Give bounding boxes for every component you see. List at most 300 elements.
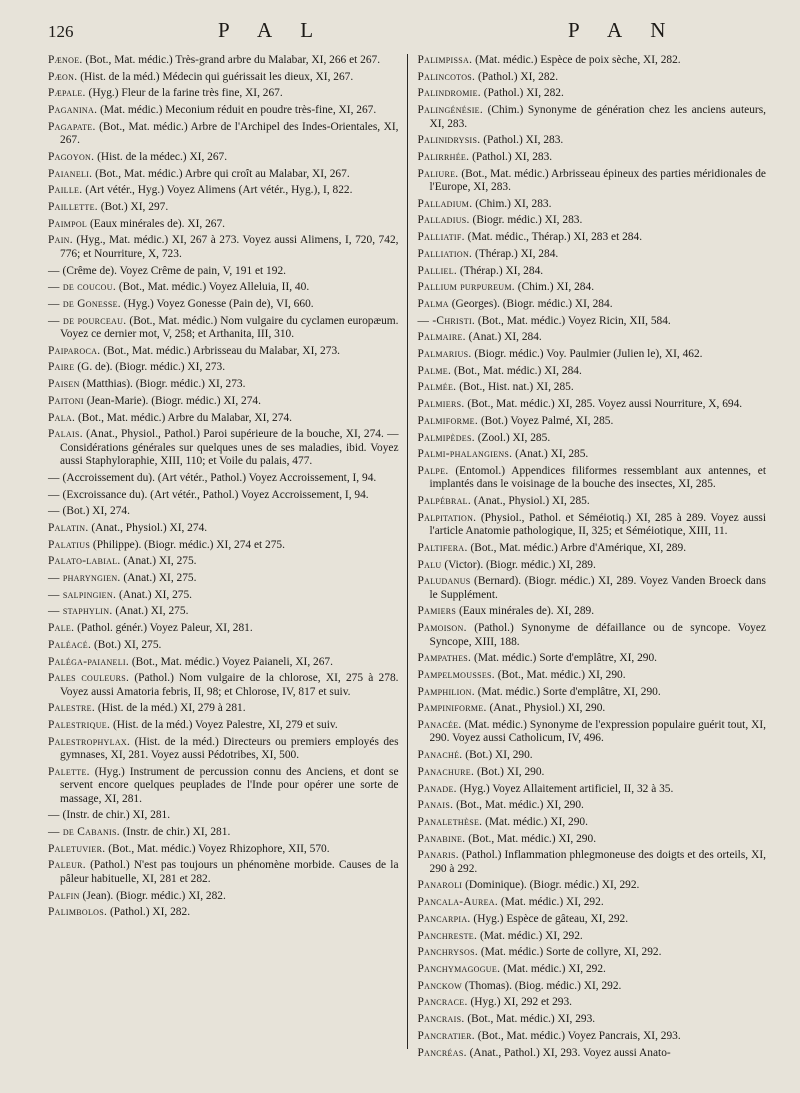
entry-text: (Anat., Physiol.) XI, 274. bbox=[88, 521, 208, 534]
dictionary-entry bbox=[418, 980, 767, 993]
dictionary-entry bbox=[48, 555, 399, 568]
entry-headword: Palestrophylax. bbox=[48, 735, 131, 748]
entry-headword: — bbox=[48, 471, 60, 484]
running-head-left: P A L bbox=[218, 18, 326, 42]
entry-text: (Bot.) XI, 274. bbox=[59, 505, 130, 518]
dictionary-entry bbox=[48, 589, 399, 602]
entry-headword: Palinidrysis. bbox=[417, 134, 481, 147]
entry-headword: Palirrhée. bbox=[417, 150, 470, 163]
entry-headword: Palestrique. bbox=[48, 719, 111, 732]
dictionary-entry bbox=[418, 281, 767, 294]
entry-headword: Palmée. bbox=[417, 381, 457, 394]
entry-text: (Bot., Mat. médic.) Arbrisseau épineux des parties méridionales de l'Europe, XI, 283. bbox=[429, 167, 766, 194]
entry-text: (Georges). (Biogr. médic.) XI, 284. bbox=[448, 297, 613, 310]
entry-text: (Bot., Mat. médic.) XI, 290. bbox=[465, 832, 597, 845]
dictionary-entry bbox=[418, 766, 767, 779]
entry-headword: Pancala-Aurea. bbox=[417, 896, 499, 909]
dictionary-entry bbox=[418, 686, 767, 699]
entry-text: (Accroissement du). (Art vétér., Pathol.) Voyez Accroissement, I, 94. bbox=[59, 471, 377, 484]
entry-headword: — -Christi. bbox=[417, 314, 476, 327]
entry-text: (Bot., Mat. médic.) Arbre de l'Archipel des Indes-Orientales, XI, 267. bbox=[60, 120, 399, 147]
dictionary-entry bbox=[418, 1047, 767, 1060]
dictionary-entry bbox=[418, 432, 767, 445]
entry-text: (Hist. de la méd.) Médecin qui guérissait les dieux, XI, 267. bbox=[77, 70, 354, 83]
entry-text: (Bot., Mat. médic.) Arbre d'Amérique, XI, 289. bbox=[467, 541, 687, 554]
entry-headword: Paille. bbox=[48, 184, 83, 197]
dictionary-entry bbox=[418, 465, 767, 492]
entry-text: (Bot., Mat. médic.) Voyez Rhizophore, XII, 570. bbox=[105, 842, 330, 855]
entry-headword: Palliation. bbox=[417, 247, 473, 260]
entry-headword: Paitoni bbox=[48, 394, 84, 407]
entry-headword: Panachure. bbox=[417, 765, 475, 778]
column-divider bbox=[407, 54, 408, 1049]
running-head-right: P A N bbox=[568, 18, 678, 42]
dictionary-entry bbox=[418, 365, 767, 378]
dictionary-entry bbox=[48, 361, 399, 374]
entry-headword: Palfin bbox=[48, 889, 80, 902]
entry-text: (Pathol.) XI, 282. bbox=[480, 87, 564, 100]
entry-headword: Paludanus bbox=[417, 575, 471, 588]
entry-headword: Palpébral. bbox=[417, 495, 472, 508]
entry-headword: Pancarpia. bbox=[417, 912, 471, 925]
entry-headword: Palmaire. bbox=[417, 331, 466, 344]
entry-headword: Pæon. bbox=[48, 70, 78, 83]
entry-headword: Pamiers bbox=[417, 605, 457, 618]
dictionary-entry bbox=[48, 281, 399, 294]
entry-text: (Hyg.) Voyez Gonesse (Pain de), VI, 660. bbox=[120, 297, 314, 310]
entry-text: (Bot., Mat. médic.) XI, 290. bbox=[494, 668, 626, 681]
entry-headword: Panaris. bbox=[417, 849, 459, 862]
entry-headword: Palmi-phalangiens. bbox=[417, 448, 513, 461]
entry-text: (Excroissance du). (Art vétér., Pathol.) Voyez Accroissement, I, 94. bbox=[59, 488, 369, 501]
entry-text: (Bot., Mat. médic.) Voyez Ricin, XII, 584. bbox=[475, 314, 671, 327]
entry-headword: Pæpale. bbox=[48, 87, 86, 100]
dictionary-entry bbox=[418, 783, 767, 796]
entry-text: (Hist. de la méd.) Voyez Palestre, XI, 279 et suiv. bbox=[110, 719, 338, 732]
entry-headword: — bbox=[48, 809, 60, 822]
entry-text: (Bot.) Voyez Palmé, XI, 285. bbox=[478, 414, 614, 427]
entry-headword: Palingénésie. bbox=[417, 104, 484, 117]
entry-text: (Hist. de la méd.) XI, 279 à 281. bbox=[95, 702, 246, 715]
dictionary-entry bbox=[418, 512, 767, 539]
dictionary-entry bbox=[418, 946, 767, 959]
entry-headword: Pancrais. bbox=[417, 1013, 465, 1026]
dictionary-entry bbox=[48, 218, 399, 231]
entry-text: (Bot., Mat. médic.) Arbre qui croît au Malabar, XI, 267. bbox=[92, 167, 350, 180]
entry-headword: Palestre. bbox=[48, 702, 95, 715]
entry-headword: Palatin. bbox=[48, 521, 89, 534]
entry-text: (Jean-Marie). (Biogr. médic.) XI, 274. bbox=[83, 394, 261, 407]
entry-text: (Chim.) XI, 284. bbox=[514, 281, 595, 294]
dictionary-entry bbox=[48, 505, 399, 518]
dictionary-entry bbox=[418, 816, 767, 829]
entry-headword: Paleur. bbox=[48, 859, 86, 872]
entry-headword: Palais. bbox=[48, 428, 83, 441]
entry-headword: Panade. bbox=[417, 782, 457, 795]
dictionary-entry bbox=[418, 542, 767, 555]
entry-text: (Hyg.) Espèce de gâteau, XI, 292. bbox=[470, 912, 629, 925]
entry-text: (Philippe). (Biogr. médic.) XI, 274 et 275. bbox=[90, 538, 285, 551]
entry-headword: Pancrace. bbox=[417, 996, 468, 1009]
entry-headword: Pagoyon. bbox=[48, 150, 95, 163]
entry-headword: Pamoison. bbox=[417, 622, 467, 635]
dictionary-entry bbox=[418, 104, 767, 131]
entry-headword: Panais. bbox=[417, 799, 454, 812]
entry-text: (Mat. médic.) XI, 292. bbox=[500, 963, 606, 975]
dictionary-entry bbox=[418, 134, 767, 147]
entry-text: (Thérap.) XI, 284. bbox=[472, 247, 559, 260]
page-header bbox=[48, 18, 766, 44]
dictionary-entry bbox=[48, 265, 399, 278]
dictionary-entry bbox=[48, 605, 399, 618]
entry-text: (Biogr. médic.) XI, 283. bbox=[469, 214, 583, 227]
entry-text: (Instr. de chir.) XI, 281. bbox=[119, 826, 231, 839]
entry-headword: Pampathes. bbox=[417, 652, 472, 665]
dictionary-entry bbox=[48, 736, 399, 763]
entry-text: (Hist. de la médec.) XI, 267. bbox=[94, 150, 228, 163]
entry-headword: — pharyngien. bbox=[48, 572, 121, 585]
entry-headword: Palpe. bbox=[417, 464, 449, 477]
entry-headword: Palato-labial. bbox=[48, 555, 121, 568]
entry-headword: — de Gonesse. bbox=[48, 297, 121, 310]
entry-headword: Pampiniforme. bbox=[417, 702, 487, 715]
entry-text: (Bot.) XI, 275. bbox=[91, 638, 162, 651]
entry-headword: Palette. bbox=[48, 765, 90, 778]
entry-headword: Pampelmousses. bbox=[417, 668, 495, 681]
dictionary-entry bbox=[48, 843, 399, 856]
dictionary-entry bbox=[418, 415, 767, 428]
dictionary-entry bbox=[48, 71, 399, 84]
dictionary-entry bbox=[48, 766, 399, 806]
entry-headword: Palatius bbox=[48, 538, 91, 551]
dictionary-entry bbox=[418, 652, 767, 665]
entry-headword: Paire bbox=[48, 361, 75, 374]
entry-headword: Paianeli. bbox=[48, 167, 93, 180]
dictionary-entry bbox=[418, 669, 767, 682]
dictionary-entry bbox=[418, 622, 767, 649]
entry-headword: Palmipèdes. bbox=[417, 431, 475, 444]
dictionary-entry bbox=[48, 906, 399, 919]
dictionary-entry bbox=[48, 395, 399, 408]
dictionary-entry bbox=[418, 298, 767, 311]
entry-text: (Victor). (Biogr. médic.) XI, 289. bbox=[441, 558, 596, 571]
entry-text: (Bot., Mat. médic.) XI, 293. bbox=[464, 1013, 596, 1026]
entry-text: (Zool.) XI, 285. bbox=[474, 431, 551, 444]
entry-headword: — staphylin. bbox=[48, 605, 113, 618]
entry-text: (Pathol.) N'est pas toujours un phénomène morbide. Causes de la pâleur habituelle, XI, 281 et 282. bbox=[60, 859, 399, 885]
entry-text: (Pathol.) XI, 283. bbox=[469, 150, 553, 163]
entry-text: (Hist. de la méd.) Directeurs ou premiers employés des gymnases, XI, 281. Voyez aussi Pédotribes, XI, 500. bbox=[60, 735, 399, 762]
entry-text: (Pathol.) XI, 282. bbox=[107, 906, 191, 919]
dictionary-entry bbox=[418, 1030, 767, 1043]
entry-text: (Thomas). (Biog. médic.) XI, 292. bbox=[461, 979, 622, 992]
dictionary-entry bbox=[48, 472, 399, 485]
entry-headword: Panchymagogue. bbox=[417, 963, 501, 975]
entry-headword: Paillette. bbox=[48, 201, 98, 214]
entry-text: (Mat. médic.) Espèce de poix sèche, XI, 282. bbox=[472, 54, 681, 66]
dictionary-entry bbox=[418, 151, 767, 164]
entry-text: (Anat.) XI, 275. bbox=[112, 605, 189, 618]
entry-headword: Paganina. bbox=[48, 104, 98, 117]
dictionary-entry bbox=[418, 87, 767, 100]
entry-headword: Paléga-paianeli. bbox=[48, 655, 130, 668]
dictionary-entry bbox=[48, 622, 399, 635]
entry-text: (Anat., Physiol.) XI, 285. bbox=[471, 495, 590, 508]
entry-text: (Anat., Pathol.) XI, 293. Voyez aussi Anato- bbox=[466, 1046, 671, 1059]
entry-headword: Pagapate. bbox=[48, 120, 96, 133]
dictionary-entry bbox=[48, 378, 399, 391]
entry-text: (Hyg.) XI, 292 et 293. bbox=[467, 996, 573, 1009]
entry-text: (Crême de). Voyez Crême de pain, V, 191 et 192. bbox=[59, 264, 286, 277]
dictionary-entry bbox=[418, 398, 767, 411]
dictionary-entry bbox=[48, 54, 399, 67]
entry-headword: Palliel. bbox=[417, 264, 458, 277]
dictionary-entry bbox=[48, 104, 399, 117]
dictionary-entry bbox=[48, 412, 399, 425]
entry-text: (Bot., Mat. médic.) XI, 285. Voyez aussi Nourriture, X, 694. bbox=[464, 398, 743, 411]
dictionary-entry bbox=[418, 702, 767, 715]
entry-text: (Bot., Hist. nat.) XI, 285. bbox=[456, 381, 574, 394]
dictionary-entry bbox=[48, 859, 399, 886]
entry-headword: Paiparoca. bbox=[48, 344, 101, 357]
entry-text: (Dominique). (Biogr. médic.) XI, 292. bbox=[462, 879, 640, 892]
entry-headword: Panaroli bbox=[417, 879, 463, 892]
dictionary-entry bbox=[48, 826, 399, 839]
entry-headword: Palpitation. bbox=[417, 511, 477, 524]
entry-headword: Palimpissa. bbox=[417, 54, 473, 66]
entry-text: (Mat. médic.) XI, 292. bbox=[498, 896, 604, 909]
dictionary-entry bbox=[418, 575, 767, 602]
entry-headword: Pales couleurs. bbox=[48, 672, 130, 685]
entry-text: (Hyg., Mat. médic.) XI, 267 à 273. Voyez aussi Alimens, I, 720, 742, 776; et Nourriture, X, 723. bbox=[60, 234, 399, 260]
dictionary-entry bbox=[418, 879, 767, 892]
entry-text: (Thérap.) XI, 284. bbox=[457, 264, 544, 277]
entry-headword: Pancratier. bbox=[417, 1029, 475, 1042]
entry-text: (Anat.) XI, 275. bbox=[120, 555, 197, 568]
entry-headword: Pamphilion. bbox=[417, 685, 475, 698]
dictionary-entry bbox=[418, 930, 767, 943]
entry-text: (Hyg.) Voyez Allaitement artificiel, II, 32 à 35. bbox=[456, 782, 674, 795]
entry-headword: — bbox=[48, 264, 60, 277]
dictionary-entry bbox=[48, 234, 399, 261]
entry-headword: Palladius. bbox=[417, 214, 470, 227]
entry-headword: Palmiers. bbox=[417, 398, 465, 411]
entry-text: (Bot., Mat. médic.) Voyez Alleluia, II, 40. bbox=[115, 281, 310, 294]
dictionary-entry bbox=[48, 298, 399, 311]
entry-headword: — bbox=[48, 488, 60, 501]
entry-headword: Paltifera. bbox=[417, 541, 468, 554]
entry-text: (Mat. médic.) Sorte de collyre, XI, 292. bbox=[478, 946, 662, 959]
entry-text: (Mat. médic.) XI, 290. bbox=[482, 815, 588, 828]
entry-text: (Jean). (Biogr. médic.) XI, 282. bbox=[79, 889, 226, 902]
entry-headword: Paléacé. bbox=[48, 638, 92, 651]
entry-text: (Bot., Mat. médic.) Voyez Pancrais, XI, 293. bbox=[474, 1029, 681, 1042]
dictionary-entry bbox=[418, 331, 767, 344]
entry-text: (Entomol.) Appendices filiformes ressemblant aux antennes, et implantés dans le voisinage de la bouche des insectes, XI, 285. bbox=[429, 464, 766, 491]
entry-text: (Anat., Physiol., Pathol.) Paroi supérieure de la bouche, XI, 274. — Considérations générales sur quelques unes de ses maladies, ibid. Voyez aussi Staphyloraphie, XIII, 110; et Voile du palais, 477. bbox=[60, 428, 399, 468]
entry-text: (Bot., Mat. médic.) XI, 284. bbox=[451, 364, 582, 377]
dictionary-entry bbox=[418, 749, 767, 762]
page-number: 126 bbox=[48, 22, 74, 41]
dictionary-entry bbox=[418, 833, 767, 846]
entry-text: (Eaux minérales de). XI, 289. bbox=[456, 605, 595, 618]
dictionary-entry bbox=[418, 448, 767, 461]
dictionary-entry bbox=[418, 168, 767, 195]
dictionary-entry bbox=[418, 559, 767, 572]
dictionary-entry bbox=[418, 315, 767, 328]
dictionary-entry bbox=[418, 849, 767, 876]
entry-text: (Bot., Mat. médic.) Arbrisseau du Malabar, XI, 273. bbox=[100, 344, 340, 357]
entry-text: (Hyg.) Fleur de la farine très fine, XI, 267. bbox=[85, 87, 283, 100]
dictionary-entry bbox=[48, 890, 399, 903]
dictionary-entry bbox=[48, 809, 399, 822]
dictionary-entry bbox=[418, 71, 767, 84]
entry-text: (Pathol.) XI, 283. bbox=[480, 134, 564, 147]
entry-text: (Pathol.) Inflammation phlegmoneuse des doigts et des orteils, XI, 290 à 292. bbox=[429, 849, 766, 875]
entry-headword: Panchreste. bbox=[417, 929, 478, 942]
left-column bbox=[48, 54, 405, 1063]
entry-text: (Mat. médic., Thérap.) XI, 283 et 284. bbox=[464, 231, 643, 244]
dictionary-entry bbox=[418, 719, 767, 746]
dictionary-entry bbox=[48, 572, 399, 585]
entry-text: (Mat. médic.) Sorte d'emplâtre, XI, 290. bbox=[474, 685, 661, 698]
dictionary-entry bbox=[48, 184, 399, 197]
right-column bbox=[410, 54, 767, 1063]
entry-headword: Pain. bbox=[48, 234, 73, 247]
dictionary-entry bbox=[48, 639, 399, 652]
entry-text: (Chim.) XI, 283. bbox=[472, 197, 552, 210]
entry-headword: Paletuvier. bbox=[48, 842, 106, 855]
entry-text: (Bot., Mat. médic.) Voyez Paianeli, XI, 267. bbox=[129, 655, 333, 668]
dictionary-entry bbox=[418, 1013, 767, 1026]
dictionary-entry bbox=[48, 702, 399, 715]
dictionary-entry bbox=[48, 672, 399, 699]
entry-text: (Anat.) XI, 275. bbox=[120, 572, 197, 585]
dictionary-entry bbox=[48, 489, 399, 502]
entry-text: (Pathol.) Synonyme de défaillance ou de syncope. Voyez Syncope, XIII, 188. bbox=[429, 622, 766, 648]
entry-headword: — de coucou. bbox=[48, 281, 116, 294]
entry-headword: Pale. bbox=[48, 622, 75, 635]
entry-text: (Mat. médic.) Sorte d'emplâtre, XI, 290. bbox=[471, 652, 658, 665]
entry-headword: — bbox=[48, 505, 60, 518]
dictionary-entry bbox=[418, 198, 767, 211]
dictionary-entry bbox=[418, 605, 767, 618]
dictionary-entry bbox=[48, 121, 399, 148]
entry-text: (Bot., Mat. médic.) Très-grand arbre du Malabar, XI, 266 et 267. bbox=[82, 54, 381, 66]
entry-text: (Bot., Mat. médic.) Arbre du Malabar, XI, 274. bbox=[75, 411, 292, 424]
entry-text: (Bot.) XI, 297. bbox=[97, 201, 169, 214]
entry-headword: Panalethèse. bbox=[417, 815, 483, 828]
entry-headword: Palmiforme. bbox=[417, 414, 478, 427]
entry-headword: Palmarius. bbox=[417, 348, 472, 361]
entry-text: (Anat.) XI, 285. bbox=[512, 448, 589, 461]
dictionary-entry bbox=[48, 87, 399, 100]
dictionary-entry bbox=[418, 963, 767, 976]
dictionary-entry bbox=[418, 248, 767, 261]
entry-text: (Physiol., Pathol. et Séméiotiq.) XI, 285 à 289. Voyez aussi l'article Anatomie pathologique, II, 325; et Séméiotique, XIII, 11. bbox=[429, 511, 766, 538]
entry-headword: Palincotos. bbox=[417, 70, 476, 83]
entry-text: (Bot.) XI, 290. bbox=[474, 765, 545, 778]
entry-headword: — de Cabanis. bbox=[48, 826, 120, 839]
dictionary-entry bbox=[418, 265, 767, 278]
entry-headword: Panabine. bbox=[417, 832, 466, 845]
dictionary-entry bbox=[48, 719, 399, 732]
entry-headword: Panchrysos. bbox=[417, 946, 478, 959]
entry-text: (Matthias). (Biogr. médic.) XI, 273. bbox=[79, 378, 246, 391]
entry-text: (Anat.) XI, 275. bbox=[116, 588, 193, 601]
entry-headword: Paimpol bbox=[48, 217, 88, 230]
dictionary-entry bbox=[48, 539, 399, 552]
entry-text: (Hyg.) Instrument de percussion connu des Anciens, et dont se servent encore quelques peuplades de l'Inde pour opérer une sorte de massage, XI, 281. bbox=[60, 765, 399, 805]
entry-text: (Biogr. médic.) Voy. Paulmier (Julien le), XI, 462. bbox=[471, 348, 703, 361]
entry-headword: Pænoe. bbox=[48, 54, 83, 66]
entry-headword: Palladium. bbox=[417, 197, 473, 210]
entry-headword: Palme. bbox=[417, 364, 452, 377]
entry-text: (Instr. de chir.) XI, 281. bbox=[59, 809, 171, 822]
dictionary-entry bbox=[48, 201, 399, 214]
dictionary-entry bbox=[418, 896, 767, 909]
dictionary-entry bbox=[48, 428, 399, 468]
entry-text: (Pathol.) XI, 282. bbox=[475, 70, 559, 83]
entry-headword: Palimbolos. bbox=[48, 906, 108, 919]
entry-headword: Panckow bbox=[417, 979, 462, 992]
entry-headword: Panaché. bbox=[417, 749, 463, 762]
entry-text: (G. de). (Biogr. médic.) XI, 273. bbox=[74, 361, 226, 374]
entry-headword: Panacée. bbox=[417, 719, 462, 732]
entry-text: (Bot., Mat. médic.) XI, 290. bbox=[453, 799, 584, 812]
entry-text: (Art vétér., Hyg.) Voyez Alimens (Art vétér., Hyg.), I, 822. bbox=[82, 184, 353, 197]
dictionary-entry bbox=[418, 231, 767, 244]
entry-text: (Mat. médic.) XI, 292. bbox=[477, 929, 583, 942]
entry-text: (Bot.) XI, 290. bbox=[462, 749, 533, 762]
entry-text: (Mat. médic.) Synonyme de l'expression populaire guérit tout, XI, 290. Voyez aussi Catholicum, IV, 496. bbox=[429, 719, 766, 745]
dictionary-entry bbox=[418, 214, 767, 227]
dictionary-entry bbox=[48, 345, 399, 358]
entry-headword: Pala. bbox=[48, 411, 76, 424]
dictionary-entry bbox=[418, 996, 767, 1009]
dictionary-entry bbox=[418, 54, 767, 67]
entry-headword: Palma bbox=[417, 297, 449, 310]
entry-headword: Pallium purpureum. bbox=[417, 281, 515, 294]
entry-headword: Palu bbox=[417, 558, 442, 571]
entry-text: (Pathol. génér.) Voyez Paleur, XI, 281. bbox=[74, 622, 253, 635]
entry-text: (Chim.) Synonyme de génération chez les anciens auteurs, XI, 283. bbox=[429, 104, 766, 130]
dictionary-entry bbox=[48, 168, 399, 181]
entry-headword: Palindromie. bbox=[417, 87, 481, 100]
entry-headword: Palliatif. bbox=[417, 231, 465, 244]
dictionary-entry bbox=[418, 913, 767, 926]
entry-text: (Anat.) XI, 284. bbox=[465, 331, 542, 344]
dictionary-entry bbox=[418, 348, 767, 361]
two-column-body bbox=[48, 54, 766, 1063]
dictionary-entry bbox=[418, 495, 767, 508]
dictionary-entry bbox=[48, 315, 399, 342]
entry-headword: — salpingien. bbox=[48, 588, 117, 601]
entry-headword: Paliure. bbox=[417, 167, 459, 180]
dictionary-entry bbox=[48, 656, 399, 669]
dictionary-entry bbox=[48, 522, 399, 535]
dictionary-entry bbox=[418, 381, 767, 394]
entry-headword: Pancréas. bbox=[417, 1046, 467, 1059]
entry-text: (Pathol.) Nom vulgaire de la chlorose, XI, 275 à 278. Voyez aussi Amatoria febris, II, 98; et Chlorose, IV, 817 et suiv. bbox=[60, 672, 399, 698]
dictionary-entry bbox=[418, 799, 767, 812]
entry-text: (Bot., Mat. médic.) Nom vulgaire du cyclamen europæum. Voyez ce dernier mot, V, 258; et Arthanita, III, 310. bbox=[60, 314, 399, 341]
entry-text: (Bernard). (Biogr. médic.) XI, 289. Voyez Vanden Broeck dans le Supplément. bbox=[429, 575, 766, 601]
entry-text: (Anat., Physiol.) XI, 290. bbox=[486, 702, 606, 715]
entry-text: (Eaux minérales de). XI, 267. bbox=[87, 217, 226, 230]
entry-headword: Paisen bbox=[48, 378, 80, 391]
dictionary-entry bbox=[48, 151, 399, 164]
